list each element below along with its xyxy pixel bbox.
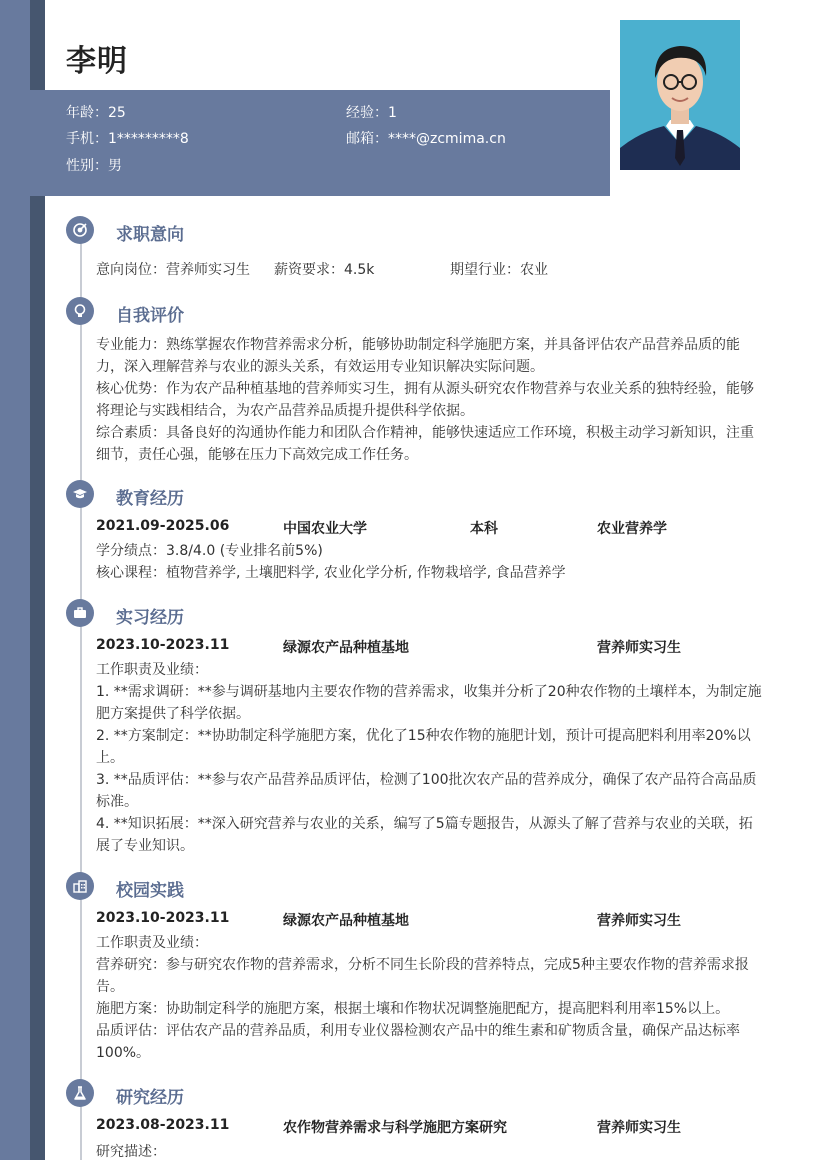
timeline-line: [80, 230, 82, 1160]
intern-line: 3. **品质评估：**参与农产品营养品质评估，检测了100批次农产品的营养成分，确保了农产品符合高品质标准。: [96, 772, 757, 810]
education-major: 农业营养学: [597, 521, 667, 537]
education-gpa: 学分绩点：3.8/4.0 (专业排名前5%): [96, 543, 323, 559]
intern-details: [96, 659, 766, 857]
education-courses: 核心课程：植物营养学, 土壤肥料学, 农业化学分析, 作物栽培学, 食品营养学: [96, 565, 566, 581]
email-value: ****@zcmima.cn: [388, 131, 506, 147]
section-title-campus: 校园实践: [116, 881, 184, 901]
intent-industry: 期望行业：农业: [450, 262, 548, 278]
education-school: 中国农业大学: [283, 521, 367, 537]
education-date: 2021.09-2025.06: [96, 518, 230, 534]
target-icon: [66, 216, 94, 244]
campus-org: 绿源农产品种植基地: [283, 913, 409, 929]
age-row: [66, 102, 126, 122]
briefcase-icon: [66, 599, 94, 627]
research-description-label: 研究描述：: [96, 1144, 166, 1160]
profile-photo: [620, 20, 740, 170]
bulb-icon: [66, 297, 94, 325]
intern-date: 2023.10-2023.11: [96, 637, 230, 653]
campus-line: 品质评估：评估农产品的营养品质，利用专业仪器检测农产品中的维生素和矿物质含量，确保产品达标率100%。: [96, 1023, 740, 1061]
name-box: [45, 0, 610, 90]
phone-value: 1*********8: [108, 131, 189, 147]
intern-company: 绿源农产品种植基地: [283, 640, 409, 656]
left-stripe: [0, 0, 30, 1160]
education-degree: 本科: [470, 521, 498, 537]
intern-line: 4. **知识拓展：**深入研究营养与农业的关系，编写了5篇专题报告，从源头了解了营养与农业的关联，拓展了专业知识。: [96, 816, 753, 854]
section-title-self: 自我评价: [116, 306, 184, 326]
campus-line: 工作职责及业绩：: [96, 935, 208, 951]
research-role: 营养师实习生: [597, 1120, 681, 1136]
campus-role: 营养师实习生: [597, 913, 681, 929]
section-title-intern: 实习经历: [116, 608, 184, 628]
phone-row: [66, 128, 189, 148]
section-title-research: 研究经历: [116, 1088, 184, 1108]
self-eval-text: [96, 334, 766, 466]
gender-row: [66, 155, 122, 175]
experience-row: [346, 102, 397, 122]
campus-line: 施肥方案：协助制定科学的施肥方案，根据土壤和作物状况调整施肥配方，提高肥料利用率15%以上。: [96, 1001, 730, 1017]
email-label: 邮箱：: [346, 131, 388, 147]
research-date: 2023.08-2023.11: [96, 1117, 230, 1133]
self-eval-item: 综合素质：具备良好的沟通协作能力和团队合作精神，能够快速适应工作环境，积极主动学习新知识，注重细节，责任心强，能够在压力下高效完成工作任务。: [96, 425, 754, 463]
intern-line: 工作职责及业绩：: [96, 662, 208, 678]
section-title-education: 教育经历: [116, 489, 184, 509]
self-eval-item: 核心优势：作为农产品种植基地的营养师实习生，拥有从源头研究农作物营养与农业关系的独特经验，能够将理论与实践相结合，为农产品营养品质提升提供科学依据。: [96, 381, 754, 419]
intern-role: 营养师实习生: [597, 640, 681, 656]
age-value: 25: [108, 105, 126, 121]
phone-label: 手机：: [66, 131, 108, 147]
gender-label: 性别：: [66, 158, 108, 174]
building-icon: [66, 872, 94, 900]
experience-label: 经验：: [346, 105, 388, 121]
gender-value: 男: [108, 158, 122, 174]
section-title-intent: 求职意向: [116, 225, 184, 245]
email-row: [346, 128, 506, 148]
intent-position: 意向岗位：营养师实习生: [96, 262, 250, 278]
age-label: 年龄：: [66, 105, 108, 121]
campus-line: 营养研究：参与研究农作物的营养需求，分析不同生长阶段的营养特点，完成5种主要农作物的营养需求报告。: [96, 957, 749, 995]
flask-icon: [66, 1079, 94, 1107]
intern-line: 1. **需求调研：**参与调研基地内主要农作物的营养需求，收集并分析了20种农作物的土壤样本，为制定施肥方案提供了科学依据。: [96, 684, 762, 722]
intern-line: 2. **方案制定：**协助制定科学施肥方案，优化了15种农作物的施肥计划，预计可提高肥料利用率20%以上。: [96, 728, 751, 766]
intent-salary: 薪资要求：4.5k: [274, 262, 375, 278]
research-project: 农作物营养需求与科学施肥方案研究: [283, 1120, 507, 1136]
graduation-cap-icon: [66, 480, 94, 508]
education-details: [96, 540, 766, 584]
campus-date: 2023.10-2023.11: [96, 910, 230, 926]
experience-value: 1: [388, 105, 397, 121]
campus-details: [96, 932, 766, 1064]
candidate-name: 李明: [66, 44, 128, 79]
self-eval-item: 专业能力：熟练掌握农作物营养需求分析，能够协助制定科学施肥方案，并具备评估农产品营养品质的能力，深入理解营养与农业的源头关系，有效运用专业知识解决实际问题。: [96, 337, 740, 375]
